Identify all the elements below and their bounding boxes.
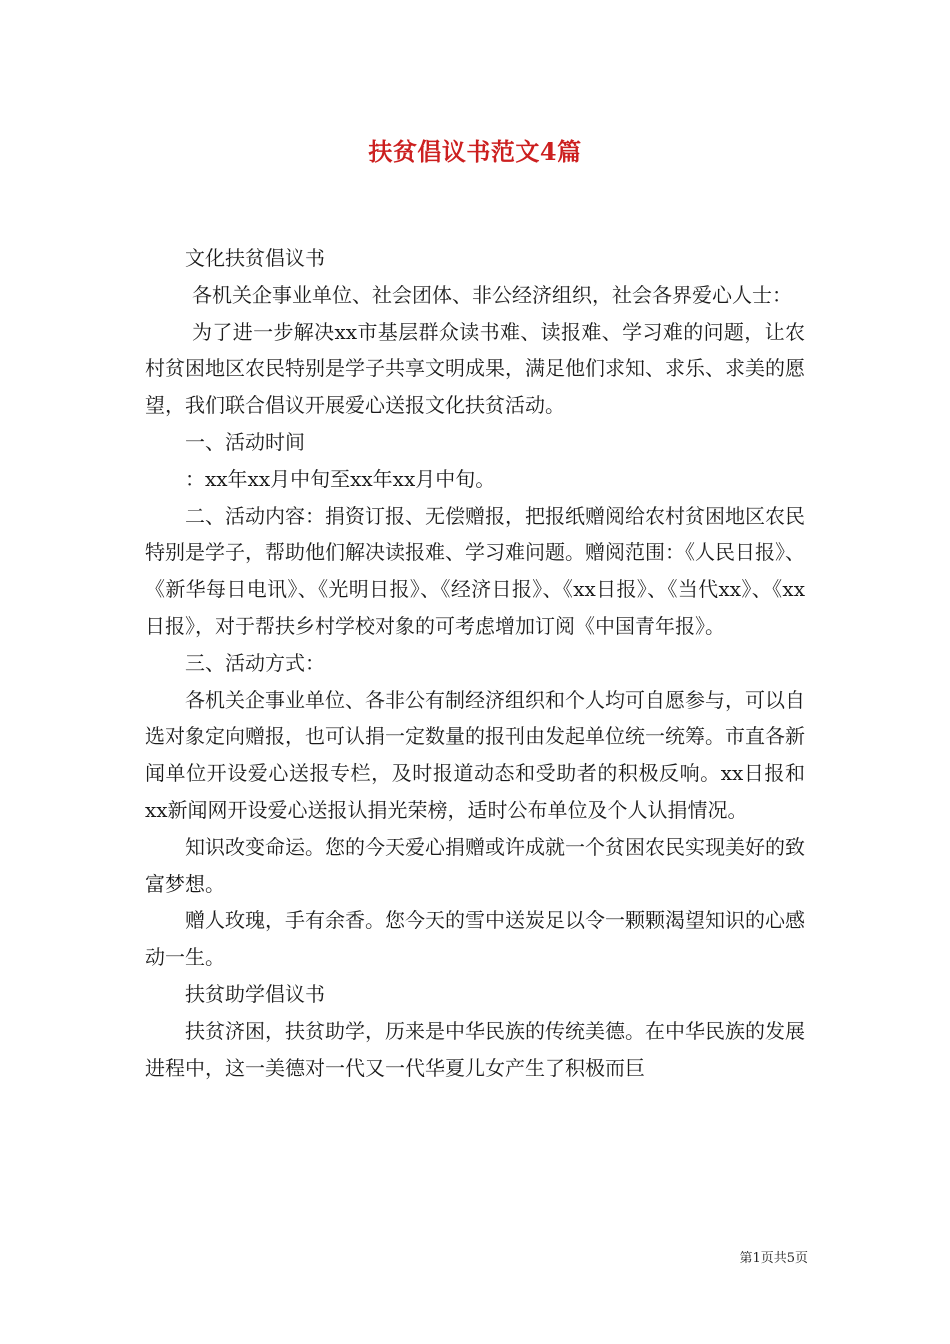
page-number: 第1页共5页 xyxy=(739,1251,808,1266)
paragraph-content: 二、活动内容：捐资订报、无偿赠报，把报纸赠阅给农村贫困地区农民特别是学子，帮助他们解决读报难、学习难问题。赠阅范围：《人民日报》、《新华每日电讯》、《光明日报》、《经济日报》、《xx日报》、《当代xx》、《xx日报》，对于帮扶乡村学校对象的可考虑增加订阅《中国青年报》。 xyxy=(145,503,805,638)
section-heading-culture: 文化扶贫倡议书 xyxy=(185,246,325,270)
paragraph-method: 各机关企事业单位、各非公有制经济组织和个人均可自愿参与，可以自选对象定向赠报，也可认捐一定数量的报刊由发起单位统一统筹。市直各新闻单位开设爱心送报专栏，及时报道动态和受助者的积极反响。xx日报和xx新闻网开设爱心送报认捐光荣榜，适时公布单位及个人认捐情况。 xyxy=(145,687,805,822)
salutation: 各机关企事业单位、社会团体、非公经济组织，社会各界爱心人士： xyxy=(192,282,792,307)
paragraph-time-heading: 一、活动时间 xyxy=(185,429,305,454)
section-heading-education: 扶贫助学倡议书 xyxy=(185,981,325,1006)
paragraph-intro: 为了进一步解决xx市基层群众读书难、读报难、学习难的问题，让农村贫困地区农民特别是学子共享文明成果，满足他们求知、求乐、求美的愿望，我们联合倡议开展爱心送报文化扶贫活动。 xyxy=(145,319,805,418)
document-body xyxy=(145,240,805,1086)
paragraph-knowledge: 知识改变命运。您的今天爱心捐赠或许成就一个贫困农民实现美好的致富梦想。 xyxy=(145,834,805,896)
paragraph-tradition: 扶贫济困，扶贫助学，历来是中华民族的传统美德。在中华民族的发展进程中，这一美德对一代又一代华夏儿女产生了积极而巨 xyxy=(145,1018,805,1080)
paragraph-method-heading: 三、活动方式： xyxy=(185,650,325,675)
paragraph-rose: 赠人玫瑰，手有余香。您今天的雪中送炭足以令一颗颗渴望知识的心感动一生。 xyxy=(145,908,805,970)
document-title: 扶贫倡议书范文4篇 xyxy=(368,137,582,166)
paragraph-time-value: ：xx年xx月中旬至xx年xx月中旬。 xyxy=(185,466,496,491)
